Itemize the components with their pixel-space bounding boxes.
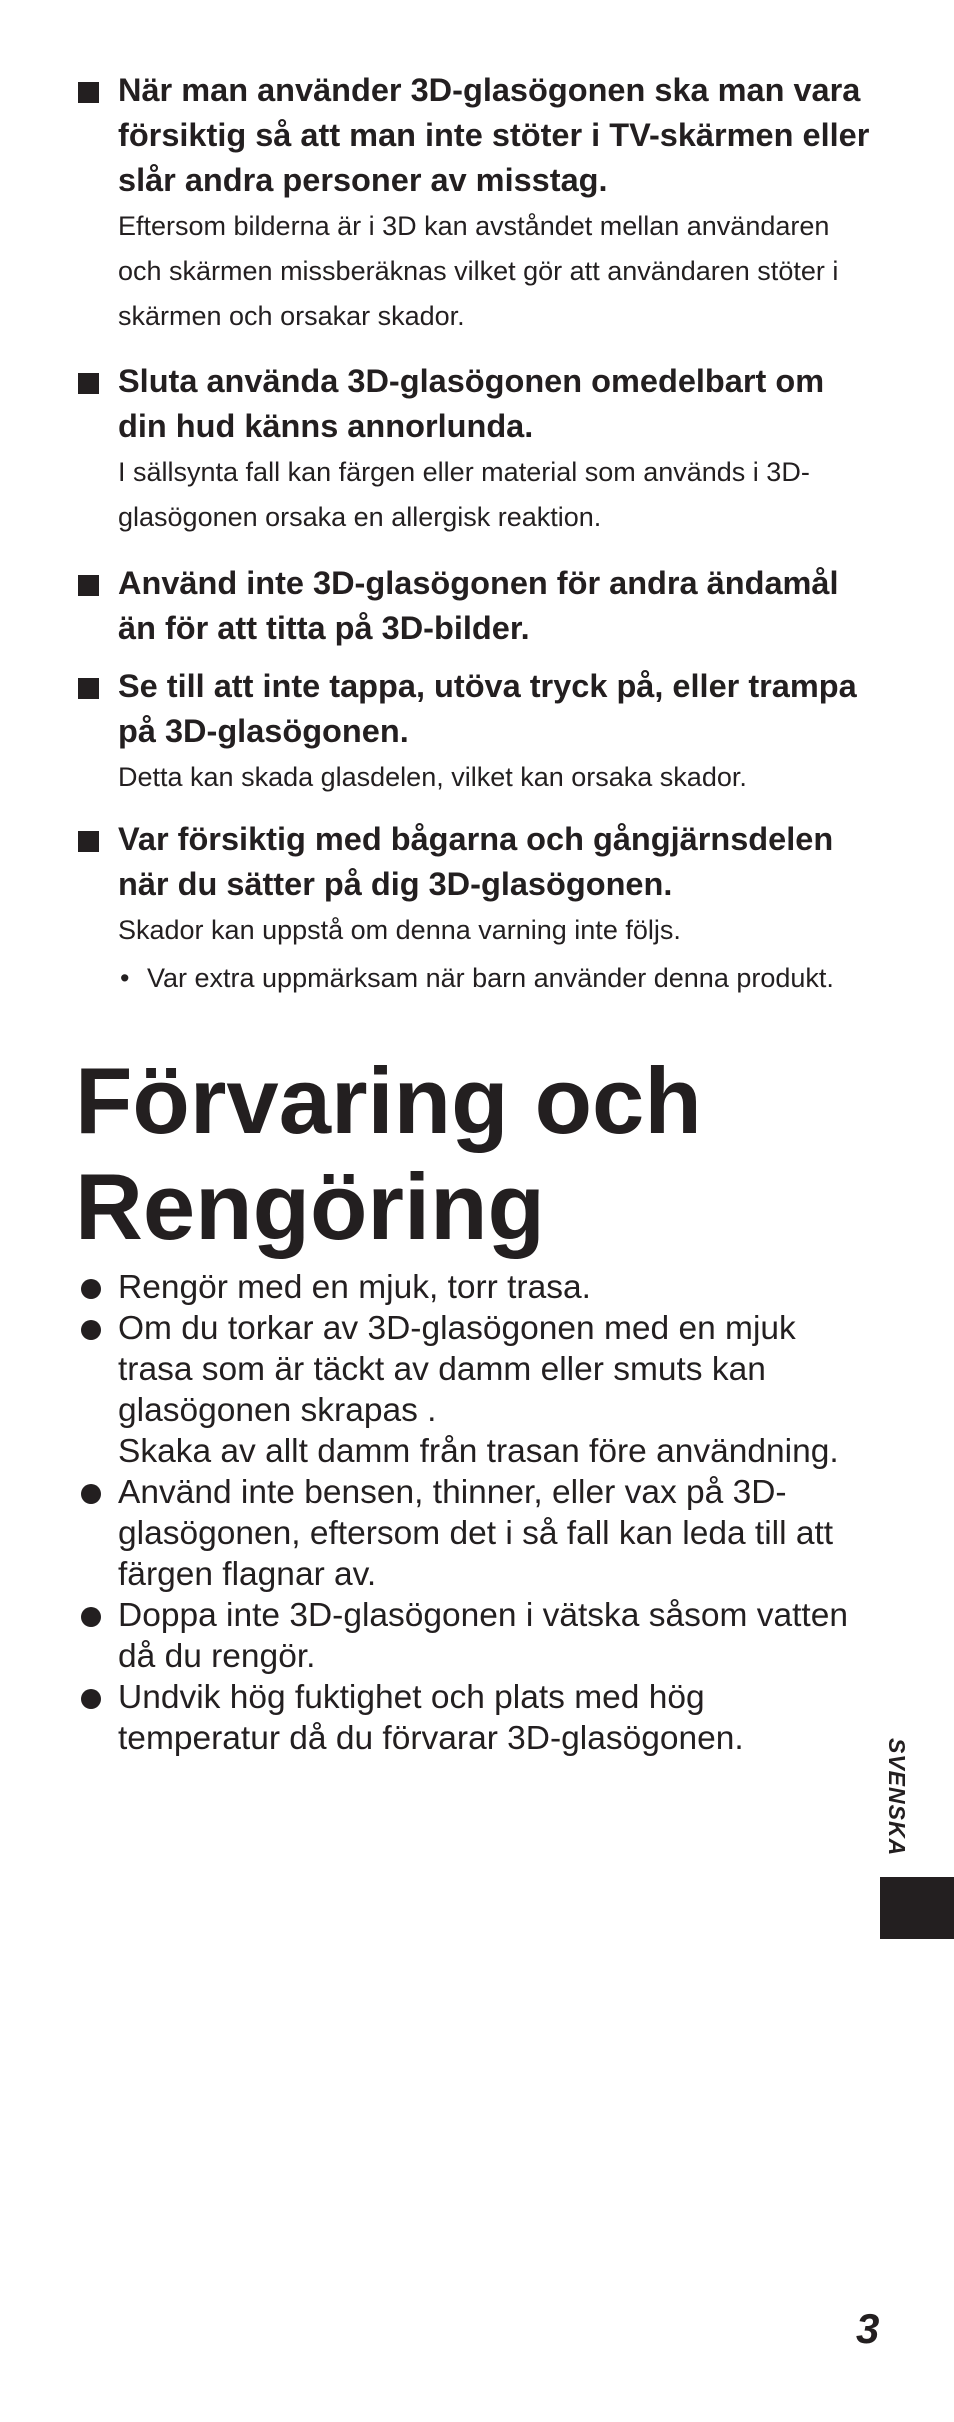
- circle-bullet-icon: [81, 1279, 101, 1299]
- list-item: [75, 1267, 875, 1308]
- warning-item: [75, 359, 875, 540]
- list-item: [75, 1595, 875, 1677]
- square-bullet-icon: [78, 82, 99, 103]
- list-item: [75, 1472, 875, 1595]
- page-number: 3: [856, 2305, 880, 2352]
- warning-title: Sluta använda 3D-glasögonen omedelbart om din hud känns annorlunda.: [118, 363, 825, 444]
- sub-bullet: [118, 958, 875, 998]
- list-item-extra: Skaka av allt damm från trasan före användning.: [118, 1433, 839, 1470]
- list-item-text: Använd inte bensen, thinner, eller vax på 3D-glasögonen, eftersom det i så fall kan leda till att färgen flagnar av.: [118, 1474, 834, 1593]
- bullet-dot-icon: •: [120, 963, 130, 993]
- warning-item: [75, 68, 875, 339]
- care-list: [75, 1267, 875, 1759]
- warning-text: Detta kan skada glasdelen, vilket kan orsaka skador.: [118, 762, 747, 792]
- list-item-text: Doppa inte 3D-glasögonen i vätska såsom vatten då du rengör.: [118, 1597, 848, 1675]
- sub-bullet-text: Var extra uppmärksam när barn använder denna produkt.: [147, 963, 834, 993]
- square-bullet-icon: [78, 831, 99, 852]
- warning-item: [75, 664, 875, 800]
- square-bullet-icon: [78, 678, 99, 699]
- section-title: [75, 1048, 875, 1260]
- list-item-text: Undvik hög fuktighet och plats med hög temperatur då du förvarar 3D-glasögonen.: [118, 1679, 744, 1757]
- circle-bullet-icon: [81, 1484, 101, 1504]
- warning-title: Se till att inte tappa, utöva tryck på, eller trampa på 3D-glasögonen.: [118, 668, 857, 749]
- square-bullet-icon: [78, 373, 99, 394]
- warning-item: [75, 817, 875, 998]
- list-item: [75, 1677, 875, 1759]
- list-item-text: Rengör med en mjuk, torr trasa.: [118, 1269, 591, 1306]
- section-title-line: Rengöring: [75, 1154, 545, 1259]
- square-bullet-icon: [78, 575, 99, 596]
- page-content: [75, 68, 875, 1759]
- list-item-text: Om du torkar av 3D-glasögonen med en mjuk trasa som är täckt av damm eller smuts kan glasögonen skrapas .: [118, 1310, 796, 1429]
- list-item: [75, 1308, 875, 1472]
- warning-title: Använd inte 3D-glasögonen för andra ändamål än för att titta på 3D-bilder.: [118, 565, 839, 646]
- warning-text: Eftersom bilderna är i 3D kan avståndet mellan användaren och skärmen missberäknas vilket gör att användaren stöter i skärmen och orsakar skador.: [118, 211, 839, 331]
- warning-title: Var försiktig med bågarna och gångjärnsdelen när du sätter på dig 3D-glasögonen.: [118, 821, 834, 902]
- language-tab-block: [880, 1877, 954, 1939]
- section-title-line: Förvaring och: [75, 1048, 702, 1153]
- language-label: SVENSKA: [884, 1738, 910, 1857]
- circle-bullet-icon: [81, 1607, 101, 1627]
- warning-item: [75, 561, 875, 651]
- warning-title: När man använder 3D-glasögonen ska man vara försiktig så att man inte stöter i TV-skärmen eller slår andra personer av misstag.: [118, 72, 870, 198]
- warning-text: I sällsynta fall kan färgen eller material som används i 3D-glasögonen orsaka en allergisk reaktion.: [118, 457, 810, 532]
- circle-bullet-icon: [81, 1689, 101, 1709]
- warning-text: Skador kan uppstå om denna varning inte följs.: [118, 915, 681, 945]
- circle-bullet-icon: [81, 1320, 101, 1340]
